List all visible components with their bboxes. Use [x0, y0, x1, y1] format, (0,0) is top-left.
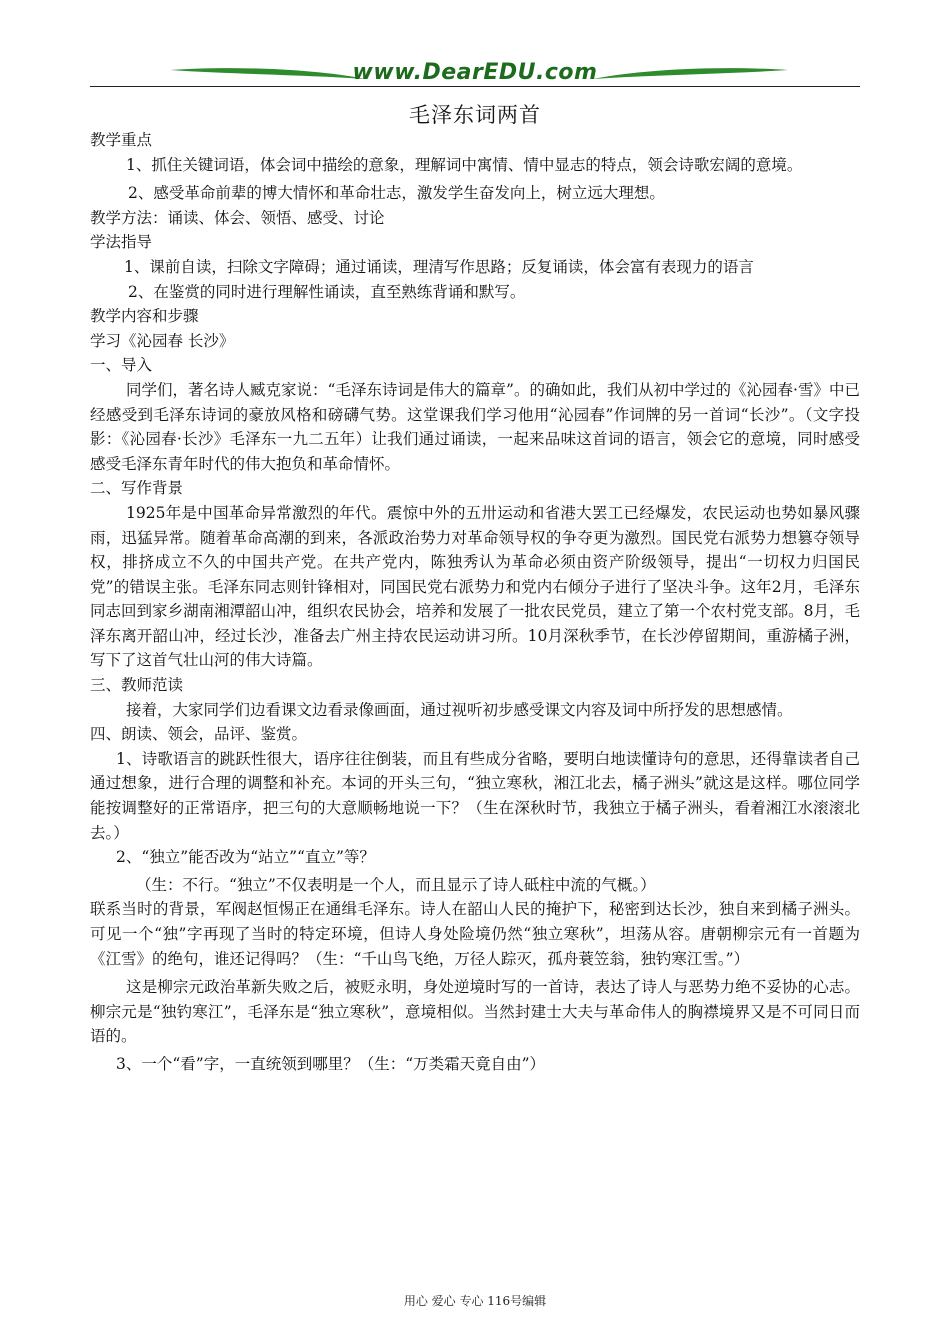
section-heading: 教学方法：诵读、体会、领悟、感受、讨论	[90, 208, 385, 227]
paragraph: 接着，大家同学们边看课文边看录像画面，通过视听初步感受课文内容及词中所抒发的思想感情。	[126, 700, 793, 719]
paragraph: 1925年是中国革命异常激烈的年代。震惊中外的五卅运动和省港大罢工已经爆发，农民运动也势如暴风骤雨，迅猛异常。随着革命高潮的到来，各派政治势力对革命领导权的争夺更为激烈。国民党右派势力想篡夺领导权，排挤成立不久的中国共产党。在共产党内，陈独秀认为革命必须由资产阶级领导，提出“一切权力归国民党”的错误主张。毛泽东同志则针锋相对，同国民党右派势力和党内右倾分子进行了坚决斗争。这年2月，毛泽东同志回到家乡湖南湘潭韶山冲，组织农民协会，培养和发展了一批农民党员，建立了第一个农村党支部。8月，毛泽东离开韶山冲，经过长沙，准备去广州主持农民运动讲习所。10月深秋季节，在长沙停留期间，重游橘子洲，写下了这首气壮山河的伟大诗篇。	[90, 503, 860, 670]
section-heading: 教学重点	[90, 131, 153, 149]
answer-text: （生：不行。“独立”不仅表明是一个人，而且显示了诗人砥柱中流的气概。）	[136, 875, 656, 894]
section-heading: 学法指导	[90, 233, 153, 252]
list-item: 1、抓住关键词语，体会词中描绘的意象，理解词中寓情、情中显志的特点，领会诗歌宏阔的意境。	[126, 155, 803, 174]
section-heading: 四、朗读、领会，品评、鉴赏。	[90, 725, 308, 744]
paragraph: 联系当时的背景，军阀赵恒惕正在通缉毛泽东。诗人在韶山人民的掩护下，秘密到达长沙，独自来到橘子洲头。可见一个“独”字再现了当时的特定环境，但诗人身处险境仍然“独立寒秋”，坦荡从容。唐朝柳宗元有一首题为《江雪》的绝句，谁还记得吗？（生：“千山鸟飞绝，万径人踪灭，孤舟蓑笠翁，独钓寒江雪。”）	[90, 900, 860, 968]
paragraph: 1、诗歌语言的跳跃性很大，语序往往倒装，而且有些成分省略，要明白地读懂诗句的意思，还得靠读者自己通过想象，进行合理的调整和补充。本词的开头三句，“独立寒秋，湘江北去，橘子洲头”就这是这样。哪位同学能按调整好的正常语序，把三句的大意顺畅地说一下？（生在深秋时节，我独立于橘子洲头，看着湘江水滚滚北去。）	[90, 749, 860, 842]
page-header	[90, 56, 860, 92]
header-divider	[90, 86, 860, 87]
document-body	[90, 128, 860, 1077]
page-title: 毛泽东词两首	[409, 103, 541, 127]
section-heading: 三、教师范读	[90, 676, 184, 695]
list-item: 1、课前自读，扫除文字障碍；通过诵读，理清写作思路；反复诵读，体会富有表现力的语言	[124, 257, 754, 276]
site-logo[interactable]: www.DearEDU.com	[352, 60, 598, 85]
paragraph: 同学们，著名诗人臧克家说：“毛泽东诗词是伟大的篇章”。的确如此，我们从初中学过的《沁园春·雪》中已经感受到毛泽东诗词的豪放风格和磅礴气势。这堂课我们学习他用“沁园春”作词牌的另一首词“长沙”。（文字投影：《沁园春·长沙》毛泽东一九二五年）让我们通过诵读，一起来品味这首词的语言，领会它的意境，同时感受感受毛泽东青年时代的伟大抱负和革命情怀。	[90, 380, 860, 473]
section-heading: 一、导入	[90, 356, 153, 375]
list-item: 2、感受革命前辈的博大情怀和革命壮志，激发学生奋发向上，树立远大理想。	[128, 184, 665, 203]
section-heading: 二、写作背景	[90, 479, 184, 498]
list-item: 2、“独立”能否改为“站立”“直立”等？	[116, 848, 375, 867]
page-footer: 用心 爱心 专心 116号编辑	[403, 1294, 547, 1308]
section-heading: 学习《沁园春 长沙》	[90, 331, 235, 350]
paragraph: 这是柳宗元政治革新失败之后，被贬永明，身处逆境时写的一首诗，表达了诗人与恶势力绝不妥协的心志。柳宗元是“独钓寒江”，毛泽东是“独立寒秋”，意境相似。当然封建士大夫与革命伟人的胸襟境界又是不可同日而语的。	[90, 978, 860, 1046]
list-item: 2、在鉴赏的同时进行理解性诵读，直至熟练背诵和默写。	[128, 282, 526, 301]
list-item: 3、一个“看”字，一直统领到哪里？（生：“万类霜天竟自由”）	[116, 1054, 546, 1073]
section-heading: 教学内容和步骤	[90, 307, 199, 326]
